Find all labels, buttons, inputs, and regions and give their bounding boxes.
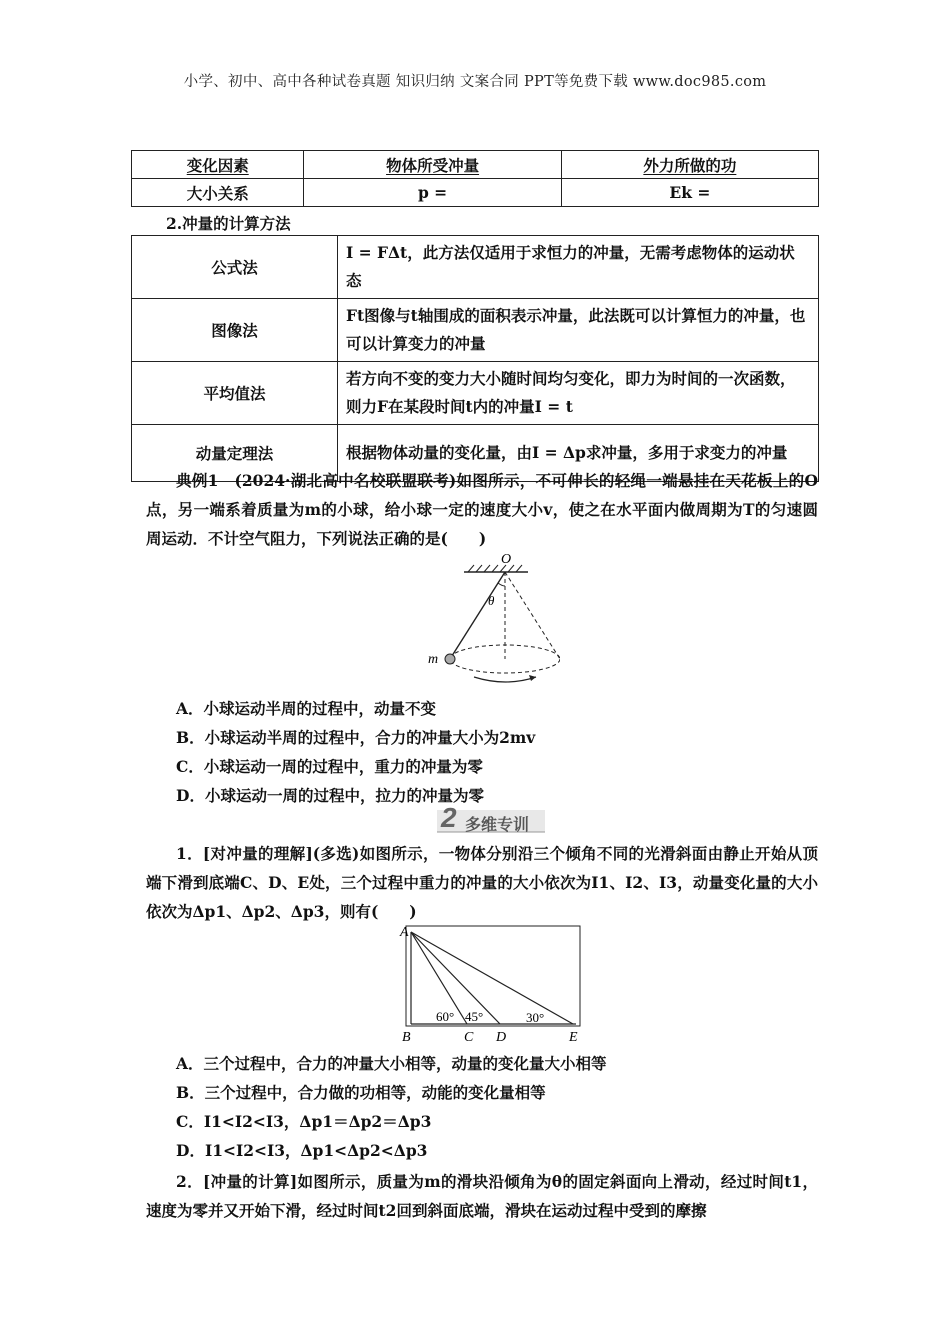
ball	[445, 654, 455, 664]
methods-table	[131, 235, 819, 482]
method-desc: 若方向不变的变力大小随时间均匀变化，即力为时间的一次函数，则力F在某段时间t内的冲量I = t	[338, 362, 819, 425]
label-theta: θ	[488, 593, 495, 608]
label-B: B	[402, 1030, 411, 1045]
motion-arrow	[474, 677, 536, 682]
figure-frame	[406, 926, 580, 1026]
q1-stem: 1．[对冲量的理解](多选)如图所示，一物体分别沿三个倾角不同的光滑斜面由静止开始从顶端下滑到底端C、D、E处，三个过程中重力的冲量的大小依次为I1、I2、I3，动量变化量的大小依次为Δp1、Δp2、Δp3，则有( )	[146, 844, 818, 921]
ceiling-hatch	[468, 565, 522, 572]
cone-edge	[505, 572, 560, 659]
method-desc: Ft图像与t轴围成的面积表示冲量，此法既可以计算恒力的冲量，也可以计算变力的冲量	[338, 299, 819, 362]
method-name: 图像法	[132, 299, 338, 362]
method-desc: I = FΔt，此方法仅适用于求恒力的冲量，无需考虑物体的运动状态	[338, 236, 819, 299]
rope	[450, 572, 505, 659]
label-m: m	[428, 652, 439, 667]
angle-60: 60°	[436, 1009, 455, 1024]
label-E: E	[569, 1030, 578, 1045]
q1-option-b: B．三个过程中，合力做的功相等，动能的变化量相等	[176, 1083, 546, 1102]
section-banner	[437, 802, 545, 834]
arrow-head	[529, 675, 536, 681]
label-A: A	[400, 925, 409, 940]
incline-45	[411, 932, 500, 1024]
conical-pendulum-figure	[424, 548, 560, 688]
label-C: C	[464, 1030, 474, 1045]
method-name: 公式法	[132, 236, 338, 299]
section-number: 2	[441, 802, 457, 833]
method-desc: 根据物体动量的变化量，由I = Δp求冲量，多用于求变力的冲量	[338, 425, 819, 482]
t1-header-factor: 变化因素	[132, 151, 304, 179]
q2-stem: 2．[冲量的计算]如图所示，质量为m的滑块沿倾角为θ的固定斜面向上滑动，经过时间t1，速度为零并又开始下滑，经过时间t2回到斜面底端，滑块在运动过程中受到的摩擦	[146, 1172, 818, 1220]
t1-row-work: Ek =	[561, 179, 818, 207]
t1-header-work: 外力所做的功	[561, 151, 818, 179]
example1-option-c: C．小球运动一周的过程中，重力的冲量为零	[176, 757, 483, 776]
q1-option-a: A．三个过程中，合力的冲量大小相等，动量的变化量大小相等	[176, 1054, 607, 1073]
theta-arc	[498, 583, 505, 586]
example1-option-b: B．小球运动半周的过程中，合力的冲量大小为2mv	[176, 728, 536, 747]
example1-option-a: A．小球运动半周的过程中，动量不变	[176, 699, 437, 718]
method-name: 平均值法	[132, 362, 338, 425]
q1-option-c: C．I1<I2<I3，Δp1＝Δp2＝Δp3	[176, 1112, 432, 1131]
q1-option-d: D．I1<I2<I3，Δp1<Δp2<Δp3	[176, 1141, 428, 1160]
t1-header-impulse: 物体所受冲量	[304, 151, 561, 179]
method-name: 动量定理法	[132, 425, 338, 482]
section-title: 多维专训	[465, 815, 530, 834]
example1-option-d: D．小球运动一周的过程中，拉力的冲量为零	[176, 786, 484, 805]
subtitle: 2.冲量的计算方法	[166, 214, 291, 233]
page-header: 小学、初中、高中各种试卷真题 知识归纳 文案合同 PPT等免费下载 www.doc985.com	[183, 74, 767, 90]
example1-stem: 典例1 (2024·湖北高中名校联盟联考)如图所示，不可伸长的轻绳一端悬挂在天花板上的O点，另一端系着质量为m的小球，给小球一定的速度大小v，使之在水平面内做周期为T的匀速圆周运动．不计空气阻力，下列说法正确的是( )	[146, 471, 818, 548]
angle-30: 30°	[526, 1010, 545, 1025]
comparison-table	[131, 150, 819, 207]
label-O: O	[501, 552, 512, 567]
label-D: D	[496, 1030, 507, 1045]
inclined-planes-figure	[398, 924, 584, 1048]
angle-45: 45°	[465, 1009, 484, 1024]
t1-row-label: 大小关系	[132, 179, 304, 207]
t1-row-impulse: p =	[304, 179, 561, 207]
